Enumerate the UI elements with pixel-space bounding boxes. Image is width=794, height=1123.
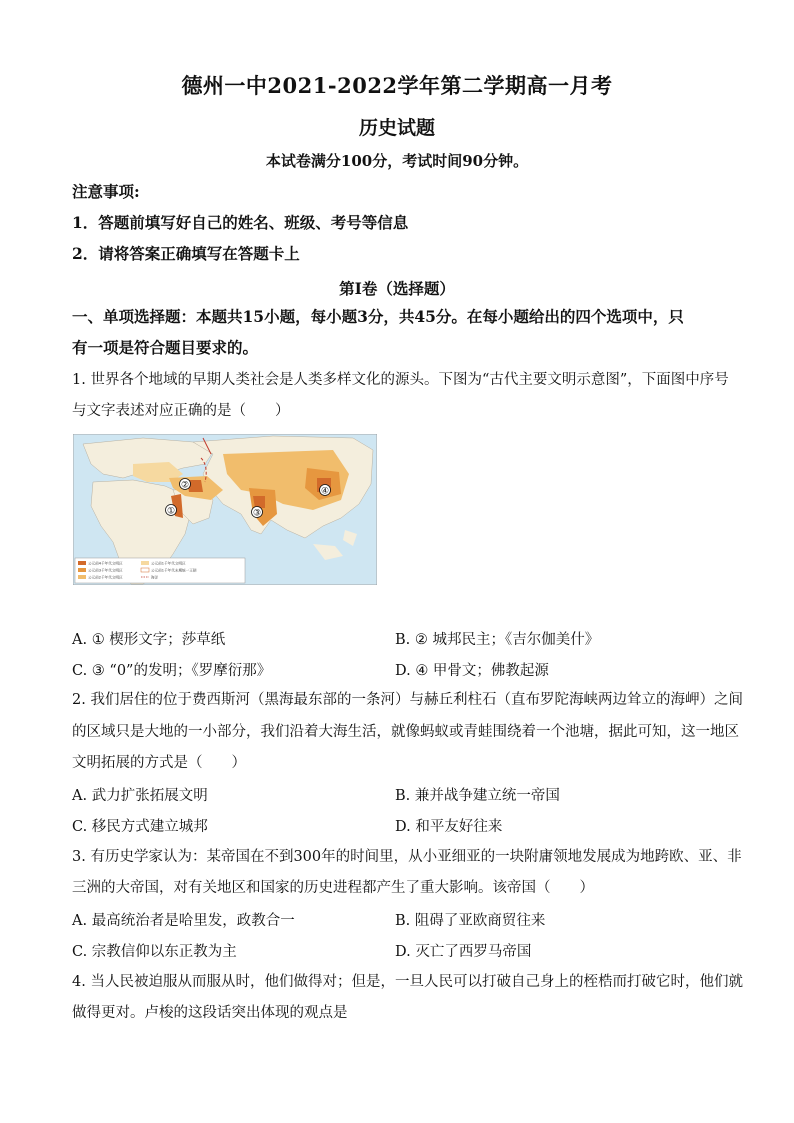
q1-line1: 1. 世界各个地域的早期人类社会是人类多样文化的源头。下图为“古代主要文明示意图”，下面图中序号: [72, 372, 729, 388]
q1-line2: 与文字表述对应正确的是（ ）: [72, 403, 290, 419]
q3-line1: 3. 有历史学家认为：某帝国在不到300年的时间里，从小亚细亚的一块附庸领地发展成为地跨欧、亚、非: [72, 849, 742, 865]
q1-option-b: B. ② 城邦民主；《吉尔伽美什》: [395, 632, 600, 648]
q3-option-d: D. 灭亡了西罗马帝国: [395, 944, 532, 960]
q2-option-d: D. 和平友好往来: [395, 819, 503, 835]
q2-line2: 的区域只是大地的一小部分，我们沿着大海生活，就像蚂蚁或青蛙围绕着一个池塘，据此可知，这一地区: [72, 724, 739, 740]
q4-line2: 做得更对。卢梭的这段话突出体现的观点是: [72, 1005, 348, 1021]
q2-line1: 2. 我们居住的位于费西斯河（黑海最东部的一条河）与赫丘利柱石（直布罗陀海峡两边耸立的海岬）之间: [72, 692, 743, 708]
q3-line2: 三洲的大帝国，对有关地区和国家的历史进程都产生了重大影响。该帝国（ ）: [72, 880, 594, 896]
q1-option-c: C. ③ “0”的发明；《罗摩衍那》: [72, 663, 272, 679]
notice-heading: 注意事项:: [72, 182, 140, 201]
map-legend-1: 公元前4千年代文明区: [88, 561, 123, 566]
q2-option-b: B. 兼并战争建立统一帝国: [395, 788, 560, 804]
section-instruction-line2: 有一项是符合题目要求的。: [72, 338, 259, 357]
q4-line1: 4. 当人民被迫服从而服从时，他们做得对；但是，一旦人民可以打破自己身上的桎梏而打破它时，他们就: [72, 974, 743, 990]
map-marker-4: ④: [320, 486, 330, 497]
q1-option-a: A. ① 楔形文字；莎草纸: [72, 632, 226, 648]
notice-item-1: 1．答题前填写好自己的姓名、班级、考号等信息: [72, 213, 409, 232]
section-title: 第Ⅰ卷（选择题）: [339, 279, 455, 298]
exam-title: 德州一中2021-2022学年第二学期高一月考: [181, 73, 613, 98]
map-legend-5: 公元前1千年代末期统一王朝: [151, 568, 197, 573]
q2-option-a: A. 武力扩张拓展文明: [72, 788, 208, 804]
map-marker-1: ①: [166, 506, 176, 517]
q3-option-b: B. 阻碍了亚欧商贸往来: [395, 913, 546, 929]
q3-option-c: C. 宗教信仰以东正教为主: [72, 944, 237, 960]
notice-item-2: 2．请将答案正确填写在答题卡上: [72, 244, 300, 263]
map-legend-6: 海洋: [151, 575, 159, 580]
map-legend-3: 公元前2千年代文明区: [88, 575, 123, 580]
section-instruction-line1: 一、单项选择题：本题共15小题，每小题3分，共45分。在每小题给出的四个选项中，只: [72, 307, 684, 326]
map-legend-2: 公元前3千年代文明区: [88, 568, 123, 573]
q3-option-a: A. 最高统治者是哈里发，政教合一: [72, 913, 295, 929]
exam-subtitle: 本试卷满分100分，考试时间90分钟。: [265, 152, 529, 170]
map-marker-3: ③: [252, 508, 262, 519]
map-marker-2: ②: [180, 480, 190, 491]
ancient-civilization-map: [73, 434, 377, 585]
exam-subject: 历史试题: [358, 117, 435, 139]
q2-option-c: C. 移民方式建立城邦: [72, 819, 208, 835]
q1-option-d: D. ④ 甲骨文；佛教起源: [395, 663, 549, 679]
map-legend-4: 公元前1千年代文明区: [151, 561, 186, 566]
q2-line3: 文明拓展的方式是（ ）: [72, 755, 246, 771]
